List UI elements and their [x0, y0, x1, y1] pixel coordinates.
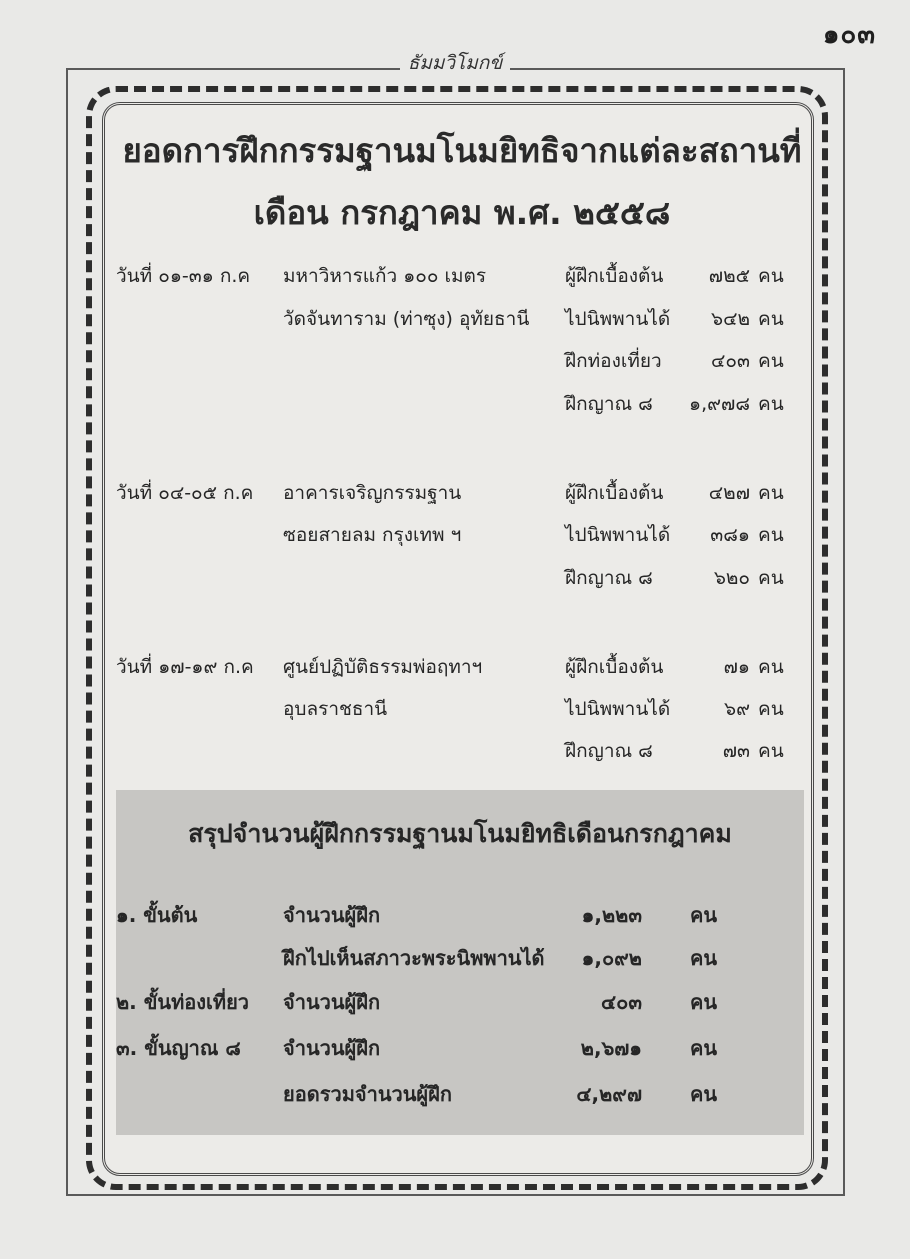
session-place: มหาวิหารแก้ว ๑๐๐ เมตร	[283, 265, 487, 287]
stat-unit: คน	[758, 524, 784, 546]
session-date: วันที่ ๑๗-๑๙ ก.ค	[116, 656, 254, 678]
summary-item: จำนวนผู้ฝึก	[283, 990, 381, 1014]
page-title: ยอดการฝึกกรรมฐานมโนมยิทธิจากแต่ละสถานที่	[122, 131, 802, 170]
stat-unit: คน	[758, 265, 784, 287]
stat-count: ๗๓	[722, 740, 750, 762]
stat-unit: คน	[758, 308, 784, 330]
stat-unit: คน	[758, 698, 784, 720]
summary-level: ๒. ขั้นท่องเที่ยว	[116, 990, 250, 1014]
session-place: วัดจันทาราม (ท่าซุง) อุทัยธานี	[283, 308, 530, 330]
stat-label: ผู้ฝึกเบื้องต้น	[565, 656, 664, 678]
summary-item: จำนวนผู้ฝึก	[283, 1036, 381, 1060]
stat-count: ๗๑	[723, 656, 750, 678]
stat-count: ๖๙	[724, 698, 750, 720]
stat-count: ๖๒๐	[713, 567, 750, 589]
stat-count: ๑,๙๗๘	[689, 393, 750, 415]
page-number: ๑๐๓	[822, 20, 876, 50]
stat-unit: คน	[758, 656, 784, 678]
stat-label: ฝึกญาณ ๘	[565, 740, 653, 762]
stat-label: ผู้ฝึกเบื้องต้น	[565, 482, 664, 504]
session-place: อาคารเจริญกรรมฐาน	[283, 482, 462, 504]
summary-unit: คน	[690, 903, 718, 927]
session-place: อุบลราชธานี	[283, 698, 388, 720]
summary-unit: คน	[690, 1036, 718, 1060]
summary-item: จำนวนผู้ฝึก	[283, 903, 381, 927]
stat-label: ฝึกญาณ ๘	[565, 567, 653, 589]
summary-title: สรุปจำนวนผู้ฝึกกรรมฐานมโนมยิทธิเดือนกรกฎาคม	[188, 819, 732, 848]
session-place: ซอยสายลม กรุงเทพ ฯ	[283, 524, 462, 546]
summary-count: ๒,๖๗๑	[580, 1036, 642, 1060]
summary-count: ๔,๒๙๗	[576, 1082, 642, 1106]
stat-label: ฝึกท่องเที่ยว	[565, 350, 662, 372]
stat-unit: คน	[758, 567, 784, 589]
session-date: วันที่ ๐๔-๐๕ ก.ค	[116, 482, 254, 504]
summary-unit: คน	[690, 1082, 718, 1106]
stat-label: ฝึกญาณ ๘	[565, 393, 653, 415]
stat-count: ๗๒๕	[708, 265, 750, 287]
header-tag	[0, 48, 910, 78]
summary-level: ๑. ขั้นต้น	[116, 903, 198, 927]
summary-count: ๑,๐๙๒	[581, 946, 642, 970]
stat-unit: คน	[758, 740, 784, 762]
stat-count: ๖๔๒	[711, 308, 750, 330]
stat-unit: คน	[758, 393, 784, 415]
session-date: วันที่ ๐๑-๓๑ ก.ค	[116, 265, 251, 287]
stat-label: ผู้ฝึกเบื้องต้น	[565, 265, 664, 287]
stat-label: ไปนิพพานได้	[565, 524, 671, 546]
stat-count: ๔๐๓	[711, 350, 750, 372]
stat-count: ๔๒๗	[708, 482, 750, 504]
page-subtitle: เดือน กรกฎาคม พ.ศ. ๒๕๕๘	[253, 193, 671, 232]
stat-unit: คน	[758, 350, 784, 372]
summary-count: ๑,๒๒๓	[581, 903, 642, 927]
stat-label: ไปนิพพานได้	[565, 308, 671, 330]
stat-label: ไปนิพพานได้	[565, 698, 671, 720]
header-tag-text: ธัมมวิโมกข์	[400, 52, 511, 74]
summary-item: ยอดรวมจำนวนผู้ฝึก	[283, 1082, 452, 1106]
session-place: ศูนย์ปฏิบัติธรรมพ่อฤทาฯ	[283, 656, 483, 678]
summary-item: ฝึกไปเห็นสภาวะพระนิพพานได้	[283, 946, 545, 970]
summary-level: ๓. ขั้นญาณ ๘	[116, 1036, 241, 1060]
summary-unit: คน	[690, 990, 718, 1014]
stat-count: ๓๘๑	[710, 524, 750, 546]
summary-count: ๔๐๓	[600, 990, 642, 1014]
summary-unit: คน	[690, 946, 718, 970]
stat-unit: คน	[758, 482, 784, 504]
